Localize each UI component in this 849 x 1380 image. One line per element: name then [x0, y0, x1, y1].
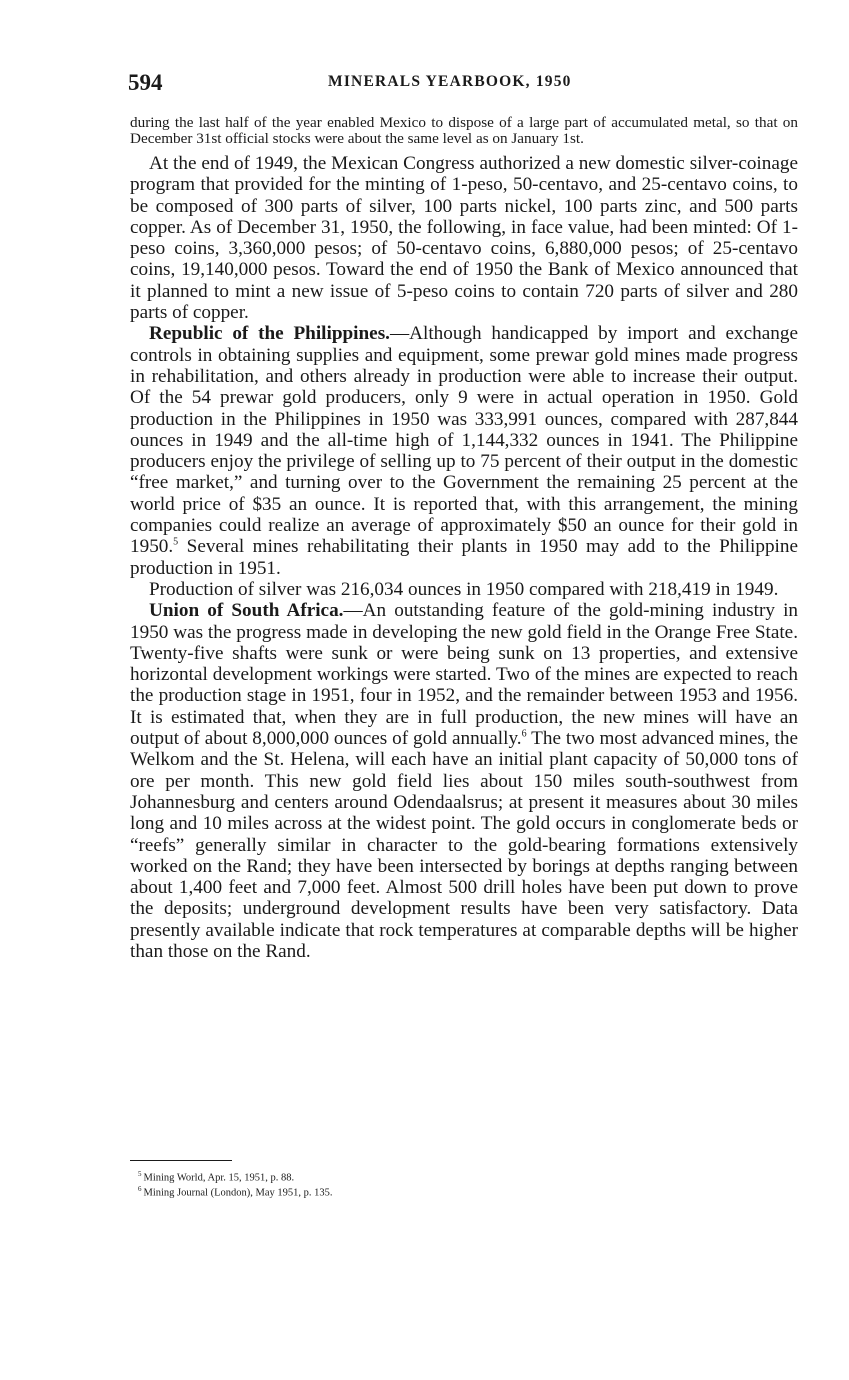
paragraph-south-africa — [130, 600, 798, 962]
footnote-ref: 6 — [521, 728, 527, 740]
footnote-mark: 6 — [138, 1185, 142, 1193]
section-heading-south-africa: Union of South Africa. — [149, 600, 344, 622]
running-title: MINERALS YEARBOOK, 1950 — [328, 73, 572, 90]
paragraph-text: Production of silver was 216,034 ounces in 1950 compared with 218,419 in 1949. — [149, 578, 779, 600]
footnote-text: Mining World, Apr. 15, 1951, p. 88. — [143, 1172, 295, 1184]
footnote-ref: 5 — [173, 536, 179, 548]
page-number: 594 — [128, 70, 163, 95]
paragraph-text: —An outstanding feature of the gold-mining industry in 1950 was the progress made in developing the new gold field in the Orange Free State. Twenty-five shafts were sunk or were being sunk on 13 properties, and extensive horizontal development workings were started. Two of the mines are expected to reach the production stage in 1951, four in 1952, and the remainder between 1953 and 1956. It is estimated that, when they are in full production, the new mines will have an output of about 8,000,000 ounces of gold annually. — [130, 600, 798, 750]
footnotes — [138, 1169, 638, 1199]
paragraph-text-continued: Several mines rehabilitating their plants in 1950 may add to the Philippine production in 1951. — [130, 536, 798, 579]
paragraph-philippines-silver — [130, 579, 798, 600]
paragraph-text: —Although handicapped by import and exchange controls in obtaining supplies and equipment, some prewar gold mines made progress in rehabilitation, and others already in production were able to increase their output. Of the 54 prewar gold producers, only 9 were in actual operation in 1950. Gold production in the Philippines in 1950 was 333,991 ounces, compared with 287,844 ounces in 1949 and the all-time high of 1,144,332 ounces in 1941. The Philippine producers enjoy the privilege of selling up to 75 percent of their output in the domestic “free market,” and turning over to the Government the remaining 25 percent at the world price of $35 an ounce. It is reported that, with this arrangement, the mining companies could realize an average of approximately $50 an ounce for their gold in 1950. — [130, 323, 798, 558]
footnote-text: Mining Journal (London), May 1951, p. 135. — [143, 1187, 333, 1199]
paragraph-philippines — [130, 323, 798, 579]
footnote-6 — [138, 1184, 638, 1199]
continued-paragraph: during the last half of the year enabled Mexico to dispose of a large part of accumulated metal, so that on December 31st official stocks were about the same level as on January 1st. — [130, 114, 798, 147]
page-header — [128, 70, 798, 100]
footnote-divider — [130, 1160, 232, 1161]
paragraph-mexico-coinage — [130, 153, 798, 323]
paragraph-text: At the end of 1949, the Mexican Congress authorized a new domestic silver-coinage program that provided for the minting of 1-peso, 50-centavo, and 25-centavo coins, to be composed of 300 parts of silver, 100 parts nickel, 100 parts zinc, and 500 parts copper. As of December 31, 1950, the following, in face value, had been minted: Of 1-peso coins, 3,360,000 pesos; of 50-centavo coins, 6,880,000 pesos; of 25-centavo coins, 19,140,000 pesos. Toward the end of 1950 the Bank of Mexico announced that it planned to mint a new issue of 5-peso coins to contain 720 parts of silver and 280 parts of copper. — [130, 153, 798, 324]
footnote-mark: 5 — [138, 1170, 142, 1178]
section-heading-philippines: Republic of the Philippines. — [149, 323, 390, 345]
body-text — [130, 115, 798, 962]
footnote-5 — [138, 1169, 638, 1184]
paragraph-text-continued: The two most advanced mines, the Welkom and the St. Helena, will each have an initial plant capacity of 50,000 tons of ore per month. This new gold field lies about 150 miles south-southwest from Johannesburg and centers around Odendaalsrus; at present it measures about 30 miles long and 10 miles across at the widest point. The gold occurs in conglomerate beds or “reefs” generally similar in character to the gold-bearing formations extensively worked on the Rand; they have been intersected by borings at depths ranging between about 1,400 feet and 7,000 feet. Almost 500 drill holes have been put down to prove the deposits; underground development results have been very satisfactory. Data presently available indicate that rock temperatures at comparable depths will be higher than those on the Rand. — [130, 728, 798, 962]
